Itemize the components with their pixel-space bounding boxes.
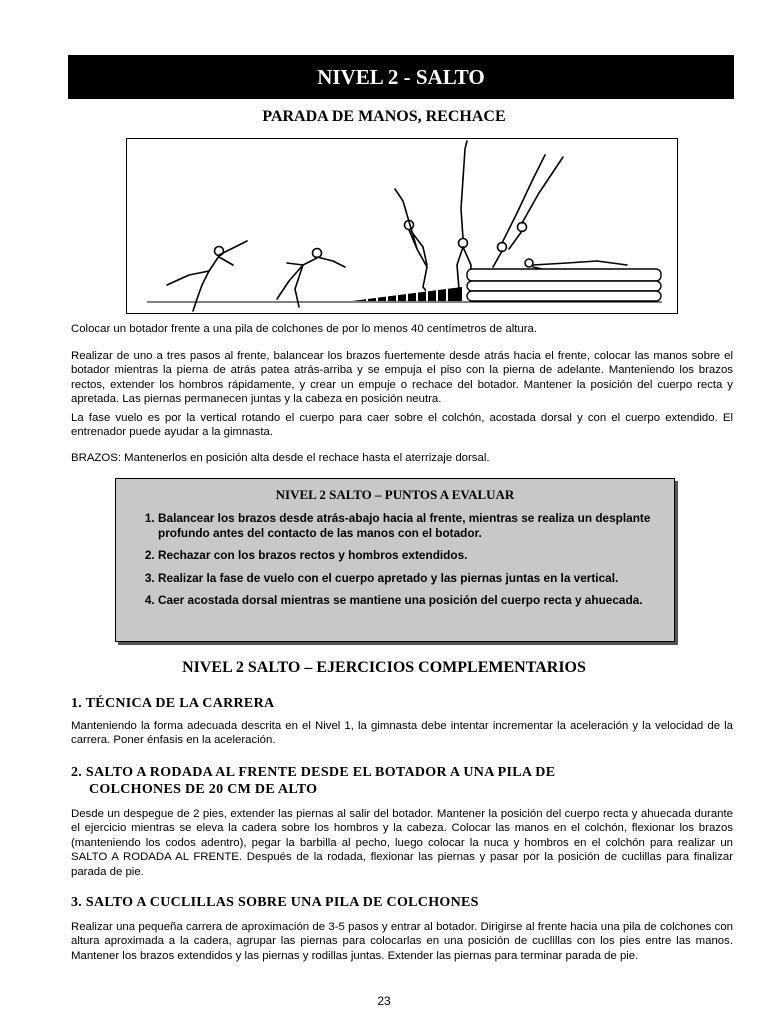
intro-paragraph-2: Realizar de uno a tres pasos al frente, balancear los brazos fuertemente desde atrás hacia el frente, colocar las manos sobre el botador mientras la pierna de atrás patea atrás-arriba y se empuja el piso con la pierna de adelante. Manteniendo los brazos rectos, extender los hombros rápidamente, y crear un empuje o rechace del botador. Mantener la posición del cuerpo recta y apretada. Las piernas permanecen juntas y la cabeza en posición neutra.	[71, 350, 733, 406]
section-heading-text: SALTO A RODADA AL FRENTE DESDE EL BOTADOR A UNA PILA DE	[85, 765, 556, 780]
section-body-2: Desde un despegue de 2 pies, extender las piernas al salir del botador. Mantener la posición del cuerpo recta y ahuecada durante el ejercicio mientras se eleva la cadera sobre los hombros y la cabeza. Colocar las manos en el colchón, flexionar los brazos (manteniendo los codos adentro), pegar la barbilla al pecho, luego colocar la nuca y hombros en el colchón para realizar un SALTO A RODADA AL FRENTE. Después de la rodada, flexionar las piernas y pasar por la posición de cuclillas para finalizar parada de pie.	[71, 808, 733, 878]
intro-paragraph-4: BRAZOS: Mantenerlos en posición alta desde el rechace hasta el aterrizaje dorsal.	[71, 452, 490, 464]
section-number: 2.	[71, 765, 83, 780]
section-body-3: Realizar una pequeña carrera de aproximación de 3-5 pasos y entrar al botador. Dirigirse al frente hacia una pila de colchones con altura aproximada a la cadera, agrupar las piernas para colocarlas en una posición de cuclillas con los pies entre las manos. Mantener los brazos extendidos y las piernas y rodillas juntas. Extender las piernas para terminar parada de pie.	[71, 921, 733, 962]
section-subtitle: PARADA DE MANOS, RECHACE	[262, 108, 506, 125]
page-title: NIVEL 2 - SALTO	[317, 65, 485, 89]
section-heading-text: TÉCNICA DE LA CARRERA	[85, 696, 275, 711]
section-heading-1	[71, 696, 274, 712]
evaluation-item: 4. Caer acostada dorsal mientras se mantiene una posición del cuerpo recta y ahuecada.	[158, 593, 660, 608]
section-heading-2	[71, 765, 555, 781]
intro-paragraph-3: La fase vuelo es por la vertical rotando el cuerpo para caer sobre el colchón, acostada dorsal y con el cuerpo extendido. El entrenador puede ayudar a la gimnasta.	[71, 412, 733, 439]
complementary-title: NIVEL 2 SALTO – EJERCICIOS COMPLEMENTARIOS	[182, 659, 586, 676]
intro-paragraph-1: Colocar un botador frente a una pila de colchones de por lo menos 40 centímetros de altura.	[71, 323, 538, 335]
evaluation-item: 1. Balancear los brazos desde atrás-abajo hacia al frente, mientras se realiza un desplante profundo antes del contacto de las manos con el botador.	[158, 511, 660, 540]
gymnast-vault-sequence-illustration	[126, 138, 678, 314]
section-heading-2-line-2: COLCHONES DE 20 CM DE ALTO	[89, 782, 318, 797]
section-heading-text: SALTO A CUCLILLAS SOBRE UNA PILA DE COLCHONES	[85, 895, 479, 910]
section-number: 3.	[71, 895, 83, 910]
evaluation-list	[116, 511, 674, 608]
evaluation-item: 2. Rechazar con los brazos rectos y hombros extendidos.	[158, 548, 660, 563]
section-heading-3	[71, 895, 479, 911]
section-body-1: Manteniendo la forma adecuada descrita en el Nivel 1, la gimnasta debe intentar incrementar la aceleración y la velocidad de la carrera. Poner énfasis en la aceleración.	[71, 720, 733, 747]
page-number: 23	[377, 994, 391, 1008]
vault-sequence-icon	[127, 139, 677, 313]
page-header-banner	[68, 55, 734, 99]
evaluation-title: NIVEL 2 SALTO – PUNTOS A EVALUAR	[275, 487, 515, 502]
evaluation-box	[115, 478, 675, 642]
evaluation-item: 3. Realizar la fase de vuelo con el cuerpo apretado y las piernas juntas en la vertical.	[158, 571, 660, 586]
section-number: 1.	[71, 696, 83, 711]
